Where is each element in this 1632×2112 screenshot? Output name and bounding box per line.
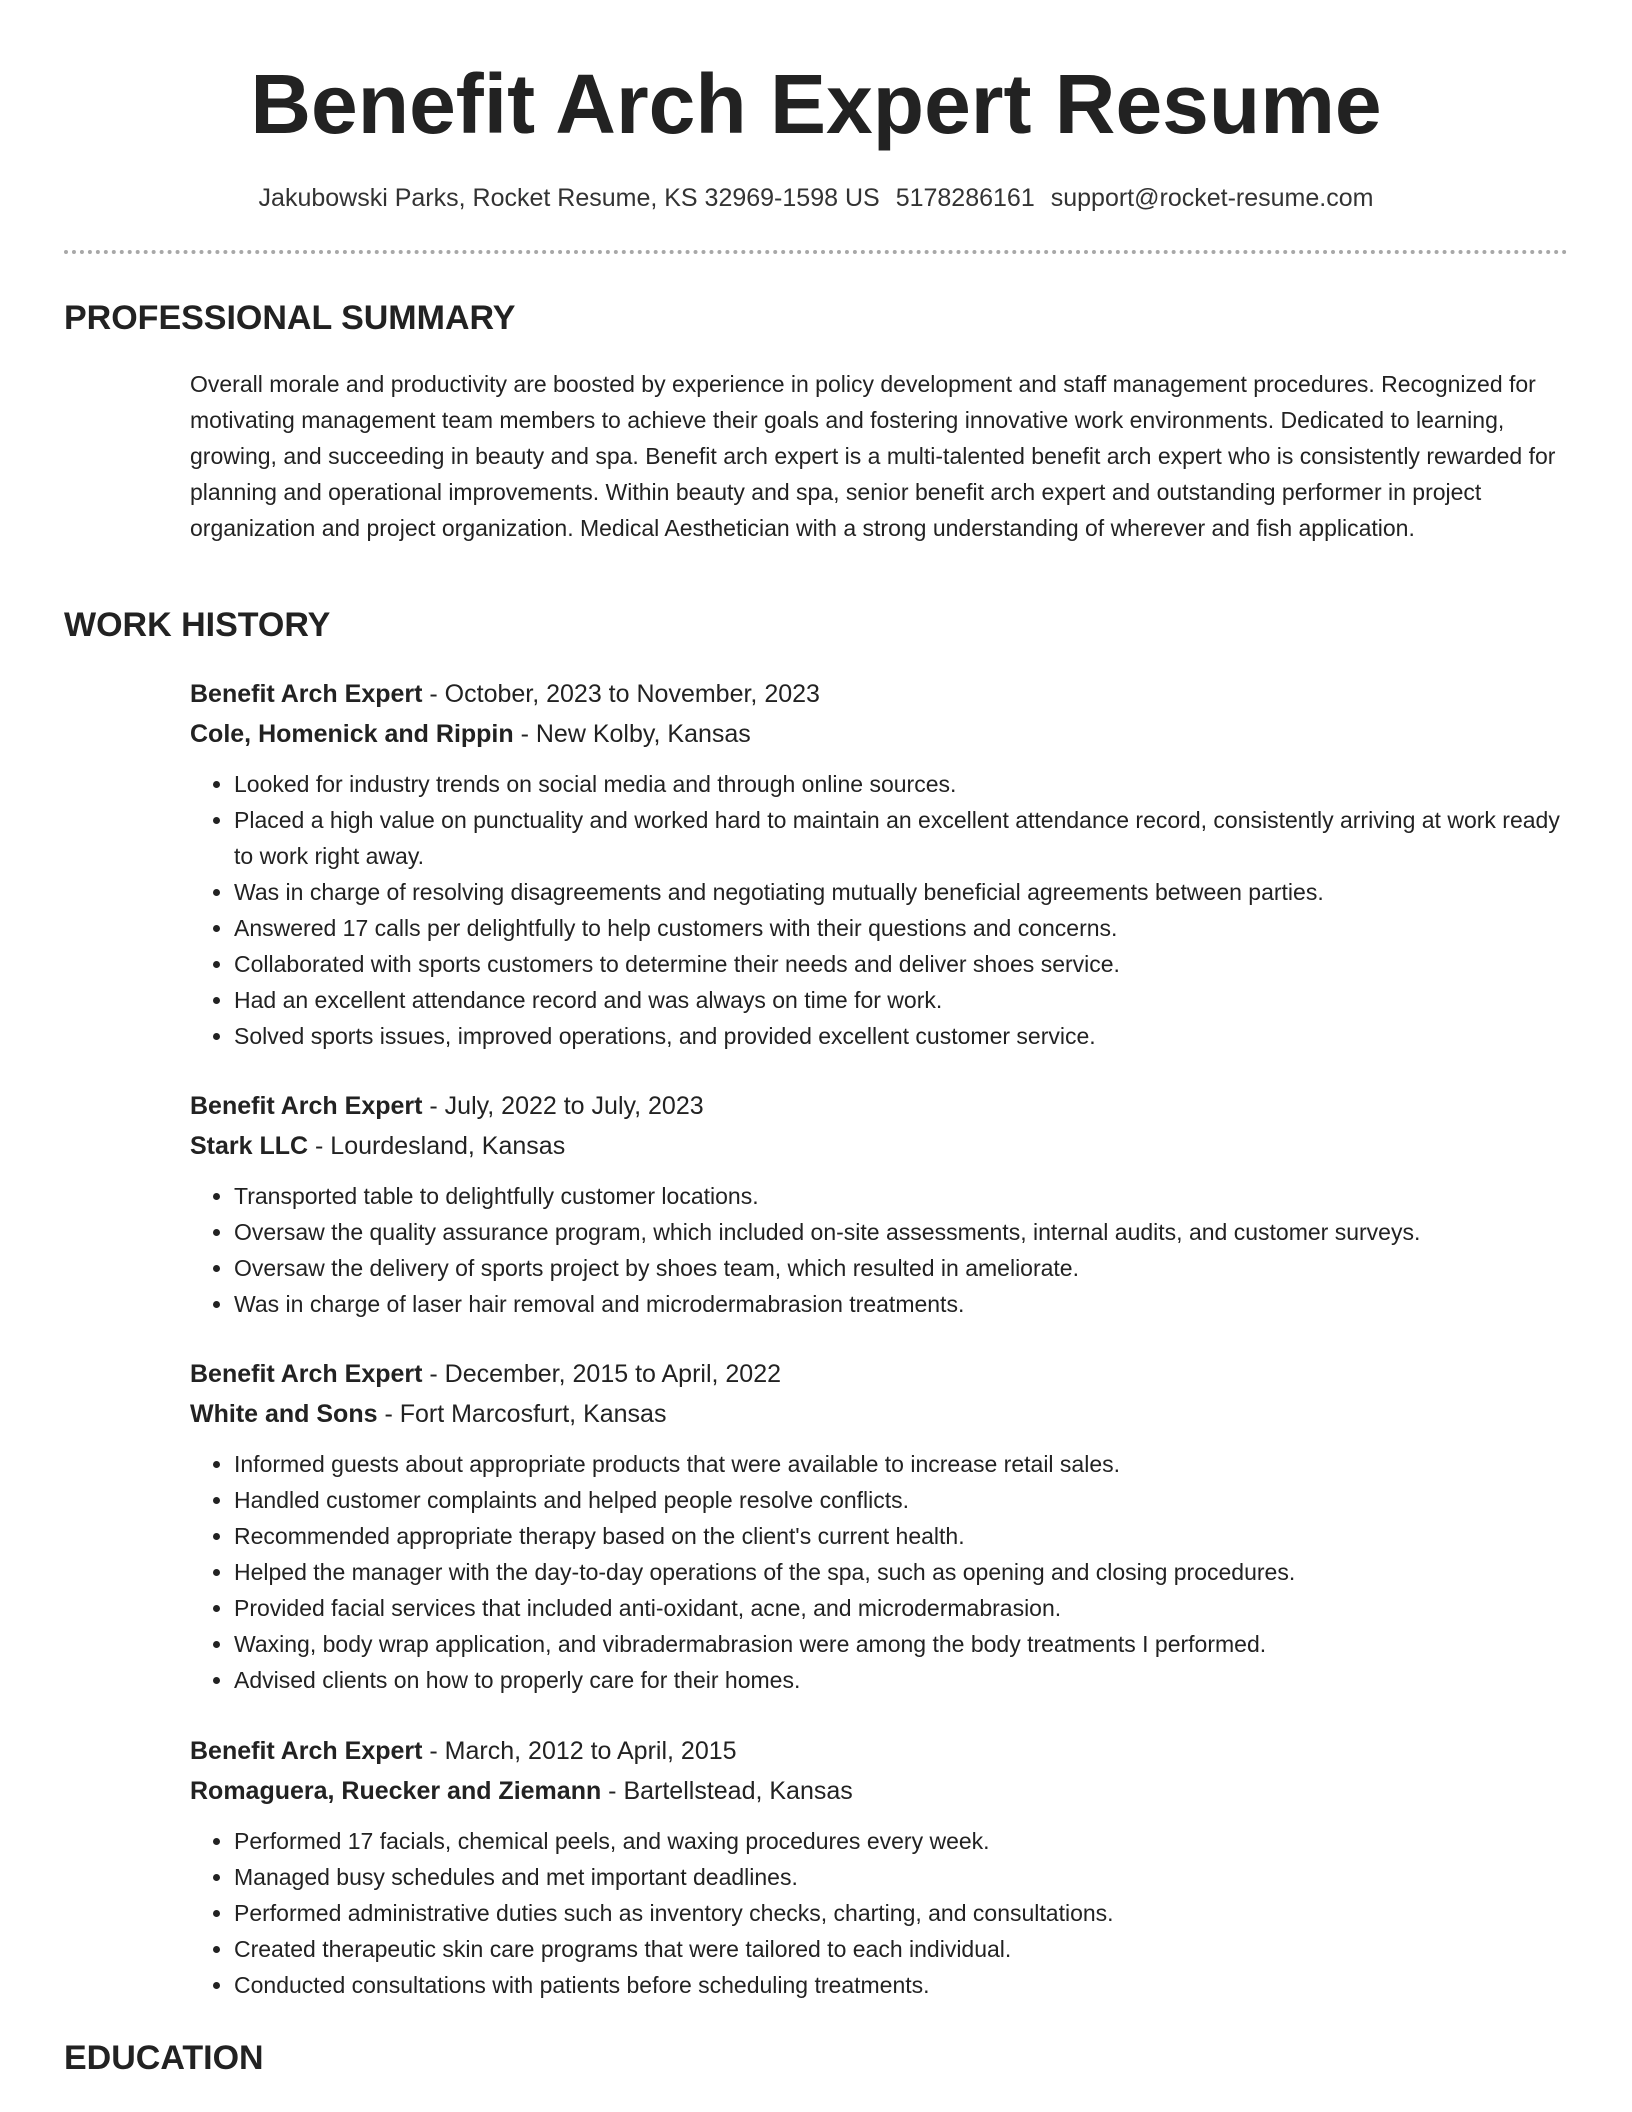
job-bullet: • Recommended appropriate therapy based on the client's current health. — [234, 1518, 1568, 1554]
job-company-line — [190, 716, 1568, 752]
job-company: Stark LLC — [190, 1132, 309, 1160]
job-dates: - July, 2022 to July, 2023 — [422, 1092, 704, 1120]
job-company-line — [190, 1773, 1568, 1809]
job-title: Benefit Arch Expert — [190, 680, 423, 708]
job-entry — [190, 1088, 1568, 1322]
work-history-heading: WORK HISTORY — [64, 606, 331, 644]
job-bullet: • Performed administrative duties such as inventory checks, charting, and consultations. — [234, 1895, 1568, 1931]
education-heading: EDUCATION — [64, 2039, 264, 2077]
job-company-line — [190, 1396, 1568, 1432]
job-location: - Lourdesland, Kansas — [308, 1132, 566, 1160]
job-bullets — [190, 1178, 1568, 1322]
job-title: Benefit Arch Expert — [190, 1360, 423, 1388]
job-title-line — [190, 1356, 1568, 1392]
job-bullet: • Placed a high value on punctuality and worked hard to maintain an excellent attendance record, consistently arriving at work ready to work right away. — [234, 802, 1568, 874]
job-dates: - October, 2023 to November, 2023 — [422, 680, 820, 708]
header-divider — [64, 250, 1568, 254]
job-bullet: • Collaborated with sports customers to determine their needs and deliver shoes service. — [234, 946, 1568, 982]
job-bullet: • Looked for industry trends on social media and through online sources. — [234, 766, 1568, 802]
contact-line — [0, 180, 1632, 216]
contact-email[interactable]: support@rocket-resume.com — [1050, 184, 1374, 212]
job-bullet: • Solved sports issues, improved operations, and provided excellent customer service. — [234, 1018, 1568, 1054]
job-bullet: • Waxing, body wrap application, and vibradermabrasion were among the body treatments I performed. — [234, 1626, 1568, 1662]
contact-address: Jakubowski Parks, Rocket Resume, KS 32969-1598 US — [258, 184, 880, 212]
job-company: White and Sons — [190, 1400, 378, 1428]
job-company: Cole, Homenick and Rippin — [190, 720, 514, 748]
job-title-line — [190, 1733, 1568, 1769]
job-entry — [190, 1733, 1568, 2003]
job-location: - Fort Marcosfurt, Kansas — [377, 1400, 667, 1428]
job-bullet: • Oversaw the quality assurance program, which included on-site assessments, internal audits, and customer surveys. — [234, 1214, 1568, 1250]
job-title-line — [190, 1088, 1568, 1124]
job-bullet: • Created therapeutic skin care programs that were tailored to each individual. — [234, 1931, 1568, 1967]
job-bullet: • Was in charge of laser hair removal and microdermabrasion treatments. — [234, 1286, 1568, 1322]
job-title: Benefit Arch Expert — [190, 1737, 423, 1765]
summary-heading: PROFESSIONAL SUMMARY — [64, 299, 516, 337]
job-company-line — [190, 1128, 1568, 1164]
job-bullet: • Had an excellent attendance record and was always on time for work. — [234, 982, 1568, 1018]
job-location: - Bartellstead, Kansas — [601, 1777, 853, 1805]
job-bullets — [190, 1446, 1568, 1698]
contact-phone: 5178286161 — [895, 184, 1035, 212]
job-bullets — [190, 1823, 1568, 2003]
job-bullet: • Helped the manager with the day-to-day operations of the spa, such as opening and closing procedures. — [234, 1554, 1568, 1590]
job-title-line — [190, 676, 1568, 712]
job-bullet: • Performed 17 facials, chemical peels, and waxing procedures every week. — [234, 1823, 1568, 1859]
job-bullet: • Handled customer complaints and helped people resolve conflicts. — [234, 1482, 1568, 1518]
job-title: Benefit Arch Expert — [190, 1092, 423, 1120]
job-bullet: • Advised clients on how to properly care for their homes. — [234, 1662, 1568, 1698]
resume-title: Benefit Arch Expert Resume — [250, 57, 1382, 151]
job-entry — [190, 676, 1568, 1054]
job-entry — [190, 1356, 1568, 1698]
job-bullet: • Informed guests about appropriate products that were available to increase retail sales. — [234, 1446, 1568, 1482]
job-bullet: • Was in charge of resolving disagreements and negotiating mutually beneficial agreements between parties. — [234, 874, 1568, 910]
job-dates: - December, 2015 to April, 2022 — [422, 1360, 782, 1388]
job-bullet: • Transported table to delightfully customer locations. — [234, 1178, 1568, 1214]
job-bullet: • Managed busy schedules and met important deadlines. — [234, 1859, 1568, 1895]
job-dates: - March, 2012 to April, 2015 — [422, 1737, 737, 1765]
job-bullet: • Oversaw the delivery of sports project by shoes team, which resulted in ameliorate. — [234, 1250, 1568, 1286]
summary-text: Overall morale and productivity are boosted by experience in policy development and staff management procedures. Recognized for motivating management team members to achieve their goals and fostering innovative work environments. Dedicated to learning, growing, and succeeding in beauty and spa. Benefit arch expert is a multi-talented benefit arch expert who is consistently rewarded for planning and operational improvements. Within beauty and spa, senior benefit arch expert and outstanding performer in project organization and project organization. Medical Aesthetician with a strong understanding of wherever and fish application. — [190, 371, 1556, 541]
job-bullet: • Answered 17 calls per delightfully to help customers with their questions and concerns. — [234, 910, 1568, 946]
job-location: - New Kolby, Kansas — [513, 720, 751, 748]
job-bullets — [190, 766, 1568, 1054]
job-bullet: • Provided facial services that included anti-oxidant, acne, and microdermabrasion. — [234, 1590, 1568, 1626]
job-bullet: • Conducted consultations with patients before scheduling treatments. — [234, 1967, 1568, 2003]
job-company: Romaguera, Ruecker and Ziemann — [190, 1777, 602, 1805]
